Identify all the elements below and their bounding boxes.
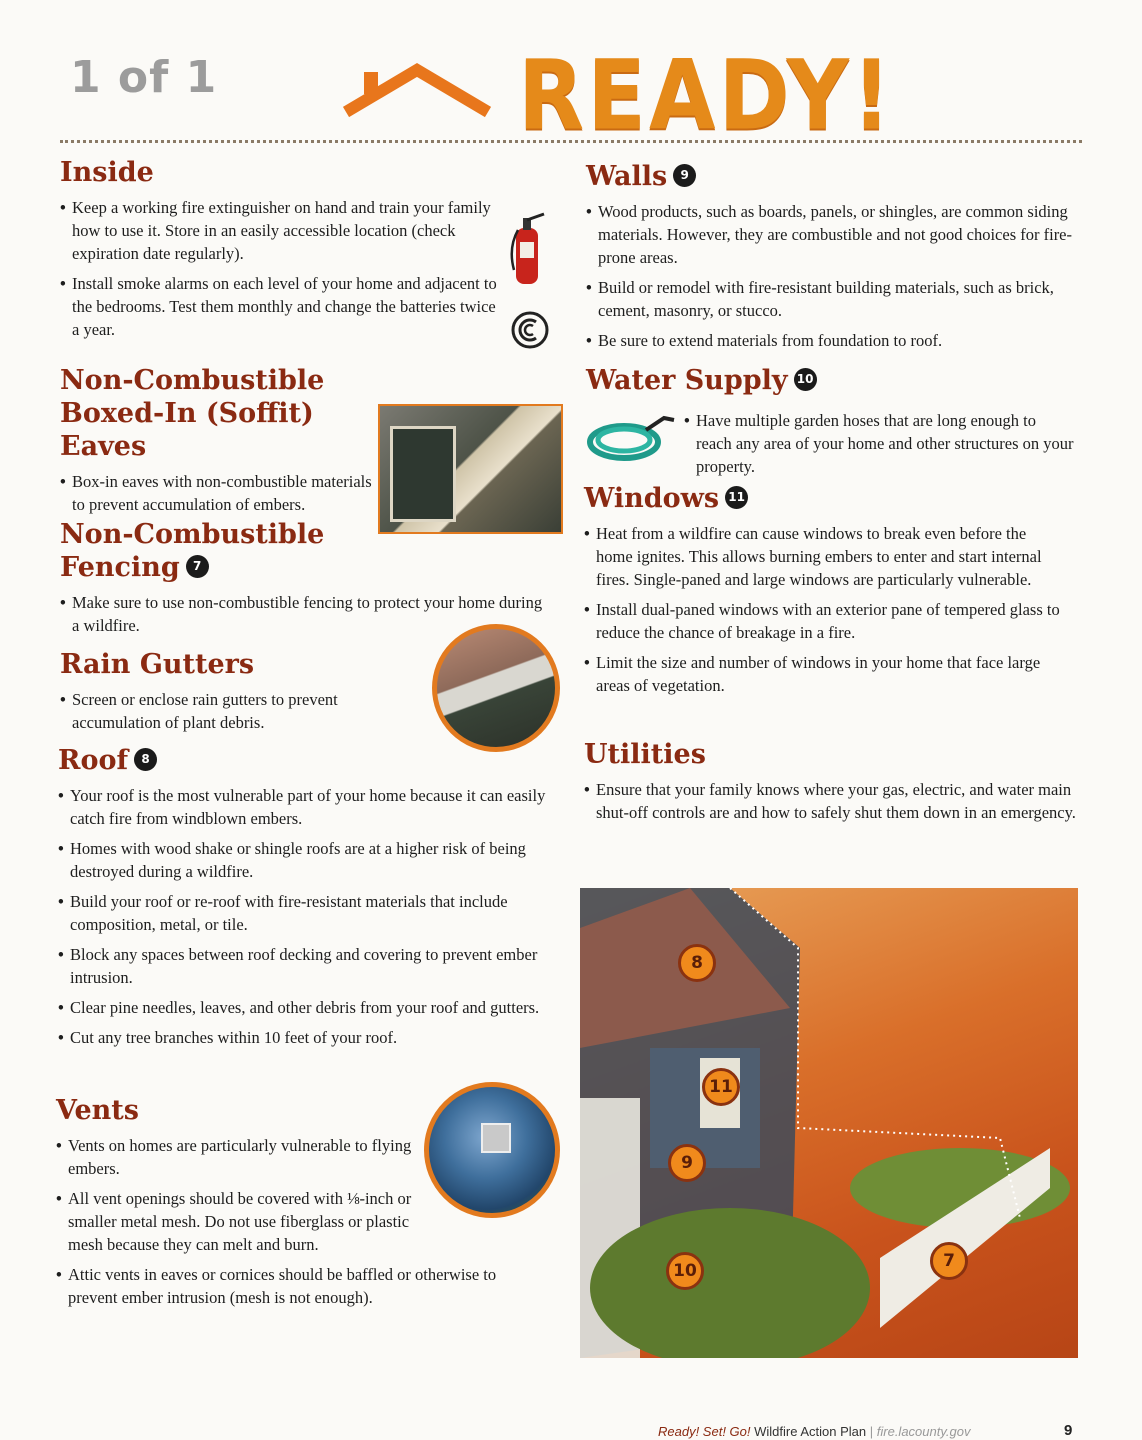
number-badge: 10 xyxy=(794,368,817,391)
eaves-heading-line1: Non-Combustible xyxy=(60,365,325,396)
roof-logo-icon xyxy=(340,62,494,118)
marker-windows: 11 xyxy=(702,1068,740,1106)
water-supply-list xyxy=(684,402,1074,478)
marker-fencing: 7 xyxy=(930,1242,968,1280)
list-item: • Vents on homes are particularly vulnerable to flying embers. xyxy=(56,1134,418,1180)
footer-doc: Wildfire Action Plan xyxy=(754,1424,867,1439)
utilities-heading: Utilities xyxy=(584,739,706,770)
garden-hose-icon xyxy=(586,408,678,464)
list-item: • Clear pine needles, leaves, and other debris from your roof and gutters. xyxy=(58,996,558,1019)
section-fencing xyxy=(60,518,560,637)
marker-water-supply: 10 xyxy=(666,1252,704,1290)
fencing-heading-text: Fencing xyxy=(60,552,180,583)
number-badge: 8 xyxy=(134,748,157,771)
footer-site: fire.lacounty.gov xyxy=(876,1424,971,1439)
marker-roof: 8 xyxy=(678,944,716,982)
eaves-heading-line2: Boxed-In (Soffit) Eaves xyxy=(60,398,314,462)
list-item: • Wood products, such as boards, panels, or shingles, are common siding materials. However, they are combustible and not good choices for fire-prone areas. xyxy=(586,200,1083,269)
footer xyxy=(658,1424,970,1439)
list-item: • Attic vents in eaves or cornices should be baffled or otherwise to prevent ember intrusion (mesh is not enough). xyxy=(56,1263,498,1309)
list-item: • Have multiple garden hoses that are long enough to reach any area of your home and other structures on your property. xyxy=(684,409,1074,478)
fire-extinguisher-icon xyxy=(508,208,548,286)
list-item: • Ensure that your family knows where your gas, electric, and water main shut-off controls are and how to safely shut them down in an emergency. xyxy=(584,778,1084,824)
list-item: • Install smoke alarms on each level of your home and adjacent to the bedrooms. Test them monthly and change the batteries twice a year. xyxy=(60,272,497,341)
list-item: • Heat from a wildfire can cause windows to break even before the home ignites. This allows burning embers to enter and start internal fires. Single-paned and large windows are particularly vulnerable. xyxy=(584,522,1064,591)
list-item: • Keep a working fire extinguisher on hand and train your family how to use it. Store in an easily accessible location (check expiration date regularly). xyxy=(60,196,502,265)
section-roof xyxy=(58,744,558,1049)
section-windows xyxy=(584,482,1064,697)
page-counter: 1 of 1 xyxy=(70,52,218,103)
walls-heading xyxy=(586,160,1086,193)
house-diagram-photo xyxy=(580,888,1078,1358)
list-item: • Install dual-paned windows with an exterior pane of tempered glass to reduce the chance of breakage in a fire. xyxy=(584,598,1064,644)
marker-walls: 9 xyxy=(668,1144,706,1182)
list-item: • Cut any tree branches within 10 feet of your roof. xyxy=(58,1026,558,1049)
gutters-heading: Rain Gutters xyxy=(60,649,255,680)
roof-heading xyxy=(58,744,558,777)
list-item: • Box-in eaves with non-combustible materials to prevent accumulation of embers. xyxy=(60,470,372,516)
number-badge: 11 xyxy=(725,486,748,509)
footer-separator: | xyxy=(869,1424,874,1439)
list-item: • Your roof is the most vulnerable part of your home because it can easily catch fire from windblown embers. xyxy=(58,784,558,830)
list-item: • Limit the size and number of windows in your home that face large areas of vegetation. xyxy=(584,651,1064,697)
inside-heading: Inside xyxy=(60,157,154,188)
windows-heading xyxy=(584,482,1064,515)
list-item: • Block any spaces between roof decking and covering to prevent ember intrusion. xyxy=(58,943,558,989)
page-number: 9 xyxy=(1064,1422,1073,1439)
section-vents xyxy=(56,1094,497,1309)
list-item: • Screen or enclose rain gutters to prevent accumulation of plant debris. xyxy=(60,688,412,734)
section-inside xyxy=(60,156,510,341)
water-heading xyxy=(586,364,1086,397)
list-item: • Homes with wood shake or shingle roofs are at a higher risk of being destroyed during a wildfire. xyxy=(58,837,558,883)
section-rain-gutters xyxy=(60,648,420,734)
number-badge: 7 xyxy=(186,555,209,578)
vents-heading: Vents xyxy=(56,1095,139,1126)
water-heading-text: Water Supply xyxy=(586,365,788,396)
fencing-heading-line1: Non-Combustible xyxy=(60,519,325,550)
eaves-photo xyxy=(378,404,563,534)
footer-brand: Ready! Set! Go! xyxy=(658,1424,751,1439)
house-illustration xyxy=(580,888,1078,1358)
section-water-supply xyxy=(586,364,1086,397)
smoke-alarm-icon xyxy=(510,310,550,350)
number-badge: 9 xyxy=(673,164,696,187)
list-item: • Build your roof or re-roof with fire-resistant materials that include composition, metal, or tile. xyxy=(58,890,558,936)
roof-heading-text: Roof xyxy=(58,745,129,776)
vent-photo xyxy=(424,1082,560,1218)
page-title: READY! xyxy=(518,40,895,152)
rain-gutter-photo xyxy=(432,624,560,752)
section-eaves xyxy=(60,364,380,516)
windows-heading-text: Windows xyxy=(584,483,720,514)
list-item: • Build or remodel with fire-resistant building materials, such as brick, cement, masonry, or stucco. xyxy=(586,276,1093,322)
fencing-heading-line2 xyxy=(60,551,560,584)
list-item: • All vent openings should be covered with ⅛-inch or smaller metal mesh. Do not use fiberglass or plastic mesh because they can melt and burn. xyxy=(56,1187,418,1256)
walls-heading-text: Walls xyxy=(586,161,668,192)
list-item: • Be sure to extend materials from foundation to roof. xyxy=(586,329,1086,352)
header-divider xyxy=(60,140,1082,143)
section-utilities xyxy=(584,738,1084,824)
list-item: • Make sure to use non-combustible fencing to protect your home during a wildfire. xyxy=(60,591,552,637)
section-walls xyxy=(586,160,1086,352)
